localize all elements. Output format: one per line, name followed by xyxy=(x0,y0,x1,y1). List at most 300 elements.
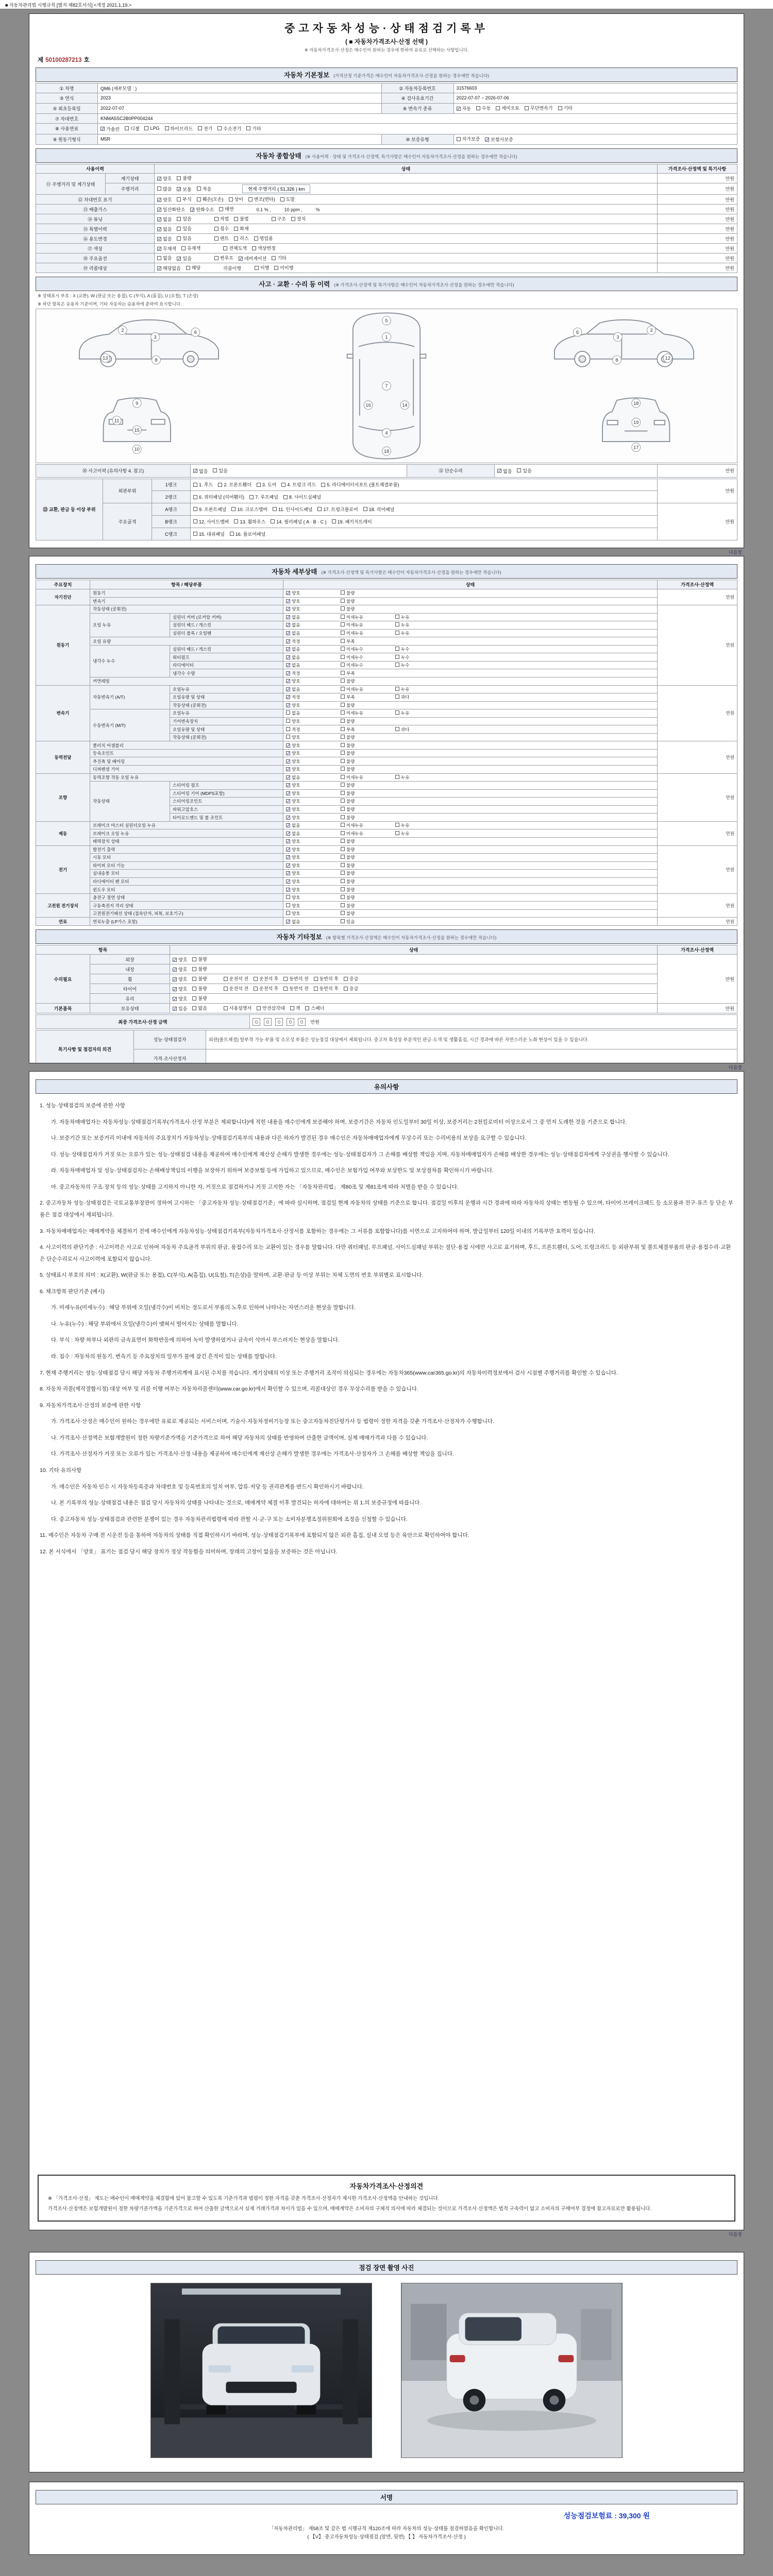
checkbox-unchecked[interactable] xyxy=(341,646,395,652)
checkbox-checked[interactable] xyxy=(286,598,341,604)
checkbox-unchecked[interactable] xyxy=(257,1005,284,1011)
checkbox-box: ✓ xyxy=(158,265,162,271)
checkbox-label: 수동 xyxy=(481,106,491,111)
checkbox-checked[interactable] xyxy=(286,686,341,692)
checkbox-unchecked[interactable] xyxy=(192,956,207,962)
checkbox-label: 동반석 전 xyxy=(289,986,309,991)
detail-row xyxy=(36,589,737,598)
notice-paragraph: 마. 중고자동차의 구조·장치 등의 성능·상태를 고지하지 아니한 자, 거짓으로 점검하거나 거짓 고지한 자는 「자동차관리법」 제80조 및 제81조에 따라 처벌을 받을 수 있습니다. xyxy=(51,1183,459,1190)
checkbox-unchecked[interactable] xyxy=(283,975,308,982)
checkbox-label: 누유 xyxy=(401,774,410,780)
checkbox-unchecked[interactable] xyxy=(476,105,491,111)
checkbox-unchecked[interactable] xyxy=(558,105,573,111)
checkbox-checked[interactable] xyxy=(286,831,341,837)
checkbox-unchecked[interactable] xyxy=(341,887,395,893)
checkbox-unchecked[interactable] xyxy=(341,622,395,628)
checkbox-unchecked[interactable] xyxy=(341,766,395,772)
checkbox-unchecked[interactable] xyxy=(341,742,395,749)
car-side-left xyxy=(79,319,219,366)
checkbox-checked[interactable] xyxy=(177,255,191,262)
checkbox-box xyxy=(517,468,521,472)
checkbox-checked[interactable] xyxy=(286,622,341,628)
price-cell: 만원 xyxy=(658,205,737,214)
checkbox-checked[interactable] xyxy=(193,468,208,474)
checkbox-checked[interactable] xyxy=(286,774,341,781)
checkbox-label: 양호 xyxy=(292,911,300,917)
checkbox-unchecked[interactable] xyxy=(198,125,212,132)
checkbox-unchecked[interactable] xyxy=(192,975,207,982)
checkbox-label: 양호 xyxy=(292,790,300,796)
checkbox-unchecked[interactable] xyxy=(192,985,207,992)
checkbox-checked[interactable] xyxy=(286,815,341,821)
checkbox-unchecked[interactable] xyxy=(286,710,341,716)
rank-group: 외판부위 xyxy=(103,479,152,503)
checkbox-checked[interactable] xyxy=(286,766,341,772)
checkbox-checked[interactable] xyxy=(286,742,341,749)
checkbox-label: 이행 xyxy=(260,265,270,270)
checkbox-checked[interactable] xyxy=(286,846,341,853)
checkbox-unchecked[interactable] xyxy=(341,662,395,668)
checkbox-unchecked[interactable] xyxy=(234,225,248,232)
checkbox-unchecked[interactable] xyxy=(517,467,531,474)
checkbox-unchecked[interactable] xyxy=(252,245,276,251)
checkbox-unchecked[interactable] xyxy=(231,506,267,513)
checkbox-unchecked[interactable] xyxy=(254,235,273,242)
checkbox-unchecked[interactable] xyxy=(248,196,275,202)
checkbox-unchecked[interactable] xyxy=(224,1005,251,1011)
checkbox-unchecked[interactable] xyxy=(181,245,200,251)
checkbox-unchecked[interactable] xyxy=(395,646,450,652)
state-cell xyxy=(283,645,658,653)
checkbox-unchecked[interactable] xyxy=(395,686,450,692)
checkbox-unchecked[interactable] xyxy=(341,798,395,804)
checkbox-unchecked[interactable] xyxy=(341,862,395,869)
checkbox-unchecked[interactable] xyxy=(219,206,233,212)
checkbox-checked[interactable] xyxy=(286,606,341,612)
checkbox-unchecked[interactable] xyxy=(341,846,395,853)
checkbox-unchecked[interactable] xyxy=(193,494,244,500)
checkbox-unchecked[interactable] xyxy=(246,125,261,132)
checkbox-checked[interactable] xyxy=(286,702,341,708)
checkbox-box: ✓ xyxy=(287,855,291,860)
checkbox-unchecked[interactable] xyxy=(193,506,226,513)
checkbox-box xyxy=(192,996,196,1001)
checkbox-unchecked[interactable] xyxy=(341,726,395,733)
checkbox-unchecked[interactable] xyxy=(363,506,395,513)
checkbox-unchecked[interactable] xyxy=(165,125,193,132)
checkbox-unchecked[interactable] xyxy=(193,518,229,525)
checkbox-checked[interactable] xyxy=(239,255,266,262)
checkbox-checked[interactable] xyxy=(286,806,341,812)
checkbox-unchecked[interactable] xyxy=(213,467,227,474)
checkbox-unchecked[interactable] xyxy=(341,702,395,708)
checkbox-label: 변조(변타) xyxy=(254,197,275,202)
checkbox-unchecked[interactable] xyxy=(283,494,321,500)
field-label: ⑩ 보증유형 xyxy=(381,134,453,144)
item-name: 디퍼렌셜 기어 xyxy=(90,766,283,774)
state-cell xyxy=(283,870,658,878)
checkbox-unchecked[interactable] xyxy=(314,975,339,982)
checkbox-unchecked[interactable] xyxy=(272,215,286,222)
checkbox-checked[interactable] xyxy=(286,862,341,869)
checkbox-checked[interactable] xyxy=(100,126,120,132)
checkbox-label: 미이행 xyxy=(280,265,294,270)
checkbox-label: 있음 xyxy=(219,468,228,473)
checkbox-unchecked[interactable] xyxy=(341,838,395,844)
checkbox-checked[interactable] xyxy=(286,750,341,756)
check-group xyxy=(157,175,197,182)
checkbox-unchecked[interactable] xyxy=(177,196,191,202)
checkbox-checked[interactable] xyxy=(286,694,341,700)
checkbox-unchecked[interactable] xyxy=(283,985,308,992)
checkbox-unchecked[interactable] xyxy=(341,822,395,828)
checkbox-checked[interactable] xyxy=(286,614,341,620)
checkbox-checked[interactable] xyxy=(497,468,512,474)
checkbox-box xyxy=(341,694,345,699)
checkbox-unchecked[interactable] xyxy=(395,694,450,700)
checkbox-label: 없음 xyxy=(163,227,172,232)
checkbox-box xyxy=(341,687,345,691)
checkbox-checked[interactable] xyxy=(157,206,185,213)
checkbox-label: 불량 xyxy=(346,878,355,884)
checkbox-unchecked[interactable] xyxy=(280,196,295,202)
checkbox-checked[interactable] xyxy=(286,790,341,796)
checkbox-box xyxy=(197,197,201,201)
checkbox-unchecked[interactable] xyxy=(341,878,395,885)
checkbox-unchecked[interactable] xyxy=(341,790,395,796)
notice-paragraph: 다. 중고자동차 성능·상태점검과 관련한 분쟁이 있는 경우 자동차관리법령에 따라 관할 시·군·구 또는 소비자분쟁조정위원회에 조정을 신청할 수 있습니다. xyxy=(51,1516,408,1522)
checkbox-unchecked[interactable] xyxy=(341,815,395,821)
next-page-link[interactable]: 다음장 xyxy=(728,2232,742,2237)
checkbox-unchecked[interactable] xyxy=(249,494,278,500)
checkbox-checked[interactable] xyxy=(286,870,341,876)
checkbox-unchecked[interactable] xyxy=(234,215,248,222)
checkbox-checked[interactable] xyxy=(190,206,214,213)
checkbox-checked[interactable] xyxy=(173,966,187,973)
state-cell xyxy=(283,757,658,766)
checkbox-label: 운전석 후 xyxy=(259,976,279,981)
checkbox-unchecked[interactable] xyxy=(286,910,341,917)
checkbox-unchecked[interactable] xyxy=(157,255,172,261)
checkbox-unchecked[interactable] xyxy=(395,726,450,733)
checkbox-unchecked[interactable] xyxy=(341,894,395,901)
checkbox-unchecked[interactable] xyxy=(286,726,341,733)
basic-info-row xyxy=(36,93,737,103)
checkbox-box xyxy=(165,126,169,130)
checkbox-checked[interactable] xyxy=(286,646,341,652)
checkbox-box xyxy=(274,266,278,270)
checkbox-unchecked[interactable] xyxy=(317,506,358,513)
checkbox-unchecked[interactable] xyxy=(274,264,293,271)
checkbox-label: 디젤 xyxy=(130,126,140,131)
checkbox-checked[interactable] xyxy=(286,590,341,596)
checkbox-unchecked[interactable] xyxy=(341,654,395,660)
checkbox-unchecked[interactable] xyxy=(257,481,276,488)
checkbox-unchecked[interactable] xyxy=(272,255,286,261)
checkbox-checked[interactable] xyxy=(157,226,172,232)
checkbox-unchecked[interactable] xyxy=(193,481,213,488)
checkbox-label: 불량 xyxy=(346,719,355,724)
checkbox-unchecked[interactable] xyxy=(177,235,191,242)
checkbox-box xyxy=(341,791,345,795)
checkbox-unchecked[interactable] xyxy=(281,481,316,488)
state-cell xyxy=(155,214,658,224)
section-header-notices xyxy=(36,1079,737,1094)
checkbox-checked[interactable] xyxy=(286,838,341,844)
checkbox-unchecked[interactable] xyxy=(341,806,395,812)
checkbox-checked[interactable] xyxy=(173,986,187,992)
checkbox-checked[interactable] xyxy=(286,919,341,925)
state-cell xyxy=(283,861,658,870)
inspection-insurance-premium xyxy=(36,2504,737,2525)
checkbox-unchecked[interactable] xyxy=(192,965,207,972)
checkbox-unchecked[interactable] xyxy=(234,235,248,242)
svg-text:17: 17 xyxy=(633,444,639,450)
checkbox-unchecked[interactable] xyxy=(341,694,395,700)
checkbox-unchecked[interactable] xyxy=(395,822,450,828)
checkbox-unchecked[interactable] xyxy=(314,985,339,992)
checkbox-unchecked[interactable] xyxy=(321,481,399,488)
notice-paragraph: 나. 보증기간 또는 보증거리 이내에 자동차의 주요장치가 자동차성능·상태점검기록부의 내용과 다른 하자가 발견된 경우 매수인은 자동차매매업자에게 무상수리 또는 수리비용의 보상을 요구할 수 있습니다. xyxy=(51,1135,527,1142)
checkbox-label: 무단변속기 xyxy=(530,106,553,111)
price-cell: 만원 xyxy=(658,605,737,685)
checkbox-unchecked[interactable] xyxy=(341,870,395,876)
checkbox-unchecked[interactable] xyxy=(341,710,395,716)
svg-text:8: 8 xyxy=(615,357,618,363)
checkbox-checked[interactable] xyxy=(286,654,341,660)
checkbox-box xyxy=(286,710,290,715)
checkbox-unchecked[interactable] xyxy=(341,638,395,645)
checkbox-unchecked[interactable] xyxy=(341,614,395,620)
checkbox-checked[interactable] xyxy=(485,136,513,143)
price-cell: 만원 xyxy=(658,174,737,183)
checkbox-unchecked[interactable] xyxy=(395,662,450,668)
checkbox-checked[interactable] xyxy=(157,235,172,242)
checkbox-unchecked[interactable] xyxy=(254,985,278,992)
checkbox-unchecked[interactable] xyxy=(341,734,395,740)
checkbox-unchecked[interactable] xyxy=(286,894,341,901)
checkbox-checked[interactable] xyxy=(286,630,341,636)
checkbox-checked[interactable] xyxy=(286,670,341,676)
checkbox-unchecked[interactable] xyxy=(341,910,395,917)
checkbox-unchecked[interactable] xyxy=(341,678,395,684)
checkbox-checked[interactable] xyxy=(173,956,187,963)
next-page-link[interactable]: 다음장 xyxy=(728,1065,742,1070)
checkbox-unchecked[interactable] xyxy=(230,531,265,537)
checkbox-unchecked[interactable] xyxy=(125,125,139,132)
checkbox-unchecked[interactable] xyxy=(395,614,450,620)
checkbox-unchecked[interactable] xyxy=(341,590,395,596)
checkbox-unchecked[interactable] xyxy=(341,686,395,692)
subitem-name: 실린더 커버 (로커암 커버) xyxy=(170,613,283,621)
checkbox-checked[interactable] xyxy=(177,186,191,193)
checkbox-checked[interactable] xyxy=(286,798,341,804)
subitem-name: 실린더 블록 / 오일팬 xyxy=(170,629,283,637)
checkbox-box: ✓ xyxy=(158,246,162,251)
checkbox-unchecked[interactable] xyxy=(186,264,200,271)
state-cell xyxy=(283,773,658,782)
checkbox-box xyxy=(457,137,461,141)
next-page-link[interactable]: 다음장 xyxy=(728,550,742,555)
checkbox-unchecked[interactable] xyxy=(395,654,450,660)
checkbox-unchecked[interactable] xyxy=(286,734,341,740)
checkbox-checked[interactable] xyxy=(173,1005,187,1012)
checkbox-unchecked[interactable] xyxy=(395,831,450,837)
checkbox-checked[interactable] xyxy=(286,678,341,684)
checkbox-unchecked[interactable] xyxy=(177,215,191,222)
overall-header-row xyxy=(36,164,737,174)
checkbox-unchecked[interactable] xyxy=(234,518,265,525)
checkbox-unchecked[interactable] xyxy=(255,264,269,271)
checkbox-box: ✓ xyxy=(287,590,291,596)
checkbox-unchecked[interactable] xyxy=(525,105,552,111)
checkbox-unchecked[interactable] xyxy=(214,255,233,261)
checkbox-unchecked[interactable] xyxy=(395,774,450,781)
checkbox-unchecked[interactable] xyxy=(214,215,229,222)
checkbox-unchecked[interactable] xyxy=(341,919,395,925)
checkbox-unchecked[interactable] xyxy=(229,196,243,202)
field-value: 2022-07-07 ~ 2026-07-06 xyxy=(453,93,737,103)
checkbox-box: ✓ xyxy=(287,742,291,748)
checkbox-unchecked[interactable] xyxy=(197,196,224,202)
checkbox-unchecked[interactable] xyxy=(177,225,191,232)
checkbox-box xyxy=(213,468,217,472)
checkbox-unchecked[interactable] xyxy=(341,854,395,860)
checkbox-checked[interactable] xyxy=(157,216,172,223)
checkbox-unchecked[interactable] xyxy=(223,245,247,251)
checkbox-unchecked[interactable] xyxy=(290,1005,300,1011)
checkbox-box xyxy=(395,727,399,731)
checkbox-unchecked[interactable] xyxy=(395,622,450,628)
checkbox-unchecked[interactable] xyxy=(157,185,172,192)
checkbox-unchecked[interactable] xyxy=(214,225,229,232)
checkbox-unchecked[interactable] xyxy=(341,630,395,636)
checkbox-unchecked[interactable] xyxy=(254,975,278,982)
state-cell xyxy=(283,589,658,598)
checkbox-label: 불량 xyxy=(346,815,355,820)
checkbox-box xyxy=(341,622,345,626)
checkbox-box xyxy=(214,256,219,260)
checkbox-unchecked[interactable] xyxy=(192,1005,207,1011)
checkbox-checked[interactable] xyxy=(173,976,187,982)
checkbox-label: 양호 xyxy=(292,783,300,788)
checkbox-unchecked[interactable] xyxy=(291,215,306,222)
checkbox-unchecked[interactable] xyxy=(341,718,395,724)
check-group xyxy=(157,206,239,213)
checkbox-checked[interactable] xyxy=(286,822,341,828)
checkbox-unchecked[interactable] xyxy=(341,750,395,756)
checkbox-box xyxy=(341,799,345,803)
checkbox-unchecked[interactable] xyxy=(286,718,341,724)
checkbox-unchecked[interactable] xyxy=(341,670,395,676)
other-item-name: 타이어 xyxy=(90,984,170,994)
checkbox-unchecked[interactable] xyxy=(224,975,248,982)
checkbox-label: 사용설명서 xyxy=(229,1006,252,1011)
checkbox-unchecked[interactable] xyxy=(344,975,358,982)
checkbox-unchecked[interactable] xyxy=(193,531,225,537)
checkbox-unchecked[interactable] xyxy=(197,185,211,192)
checkbox-label: 15. 대쉬패널 xyxy=(199,531,225,537)
checkbox-unchecked[interactable] xyxy=(286,903,341,909)
checkbox-box: ✓ xyxy=(287,614,291,620)
checkbox-box: ✓ xyxy=(287,799,291,804)
checkbox-label: 화재 xyxy=(240,226,249,231)
checkbox-unchecked[interactable] xyxy=(217,125,241,132)
checkbox-unchecked[interactable] xyxy=(273,506,313,513)
checkbox-checked[interactable] xyxy=(286,638,341,645)
checkbox-unchecked[interactable] xyxy=(341,758,395,765)
checkbox-unchecked[interactable] xyxy=(341,903,395,909)
checkbox-label: 불량 xyxy=(198,986,207,991)
checkbox-box: ✓ xyxy=(485,137,490,142)
checkbox-box xyxy=(395,663,399,667)
checkbox-checked[interactable] xyxy=(286,854,341,860)
checkbox-checked[interactable] xyxy=(157,175,172,182)
checkbox-unchecked[interactable] xyxy=(341,774,395,781)
checkbox-unchecked[interactable] xyxy=(332,518,372,525)
checkbox-checked[interactable] xyxy=(286,758,341,765)
price-digit-box: 0 xyxy=(275,1018,283,1026)
checkbox-checked[interactable] xyxy=(286,887,341,893)
checkbox-label: 13. 휠하우스 xyxy=(240,519,266,524)
checkbox-unchecked[interactable] xyxy=(177,175,191,181)
subitem-name: 타이로드엔드 및 볼 조인트 xyxy=(170,814,283,822)
subitem-name: 오일유량 및 상태 xyxy=(170,693,283,702)
checkbox-box xyxy=(341,751,345,755)
checkbox-checked[interactable] xyxy=(457,105,471,112)
checkbox-box: ✓ xyxy=(287,598,291,604)
doc-no-suffix: 호 xyxy=(83,57,90,63)
checkbox-checked[interactable] xyxy=(157,245,176,252)
other-group-name: 수리필요 xyxy=(36,955,90,1004)
checkbox-label: 4. 트렁크 리드 xyxy=(287,482,316,488)
subitem-name: 냉각수 수량 xyxy=(170,669,283,677)
checkbox-label: 누수 xyxy=(401,654,410,660)
checkbox-unchecked[interactable] xyxy=(341,782,395,788)
checkbox-checked[interactable] xyxy=(286,662,341,668)
checkbox-checked[interactable] xyxy=(173,995,187,1002)
checkbox-checked[interactable] xyxy=(286,782,341,788)
checkbox-unchecked[interactable] xyxy=(224,985,248,992)
state-cell xyxy=(170,955,658,964)
checkbox-unchecked[interactable] xyxy=(305,1005,324,1011)
checkbox-box xyxy=(252,246,256,250)
checkbox-checked[interactable] xyxy=(286,878,341,885)
checkbox-unchecked[interactable] xyxy=(341,606,395,612)
checkbox-unchecked[interactable] xyxy=(457,135,480,142)
checkbox-unchecked[interactable] xyxy=(395,710,450,716)
checkbox-unchecked[interactable] xyxy=(341,598,395,604)
checkbox-unchecked[interactable] xyxy=(341,831,395,837)
checkbox-unchecked[interactable] xyxy=(214,235,229,242)
checkbox-label: 적정 xyxy=(292,726,300,732)
checkbox-unchecked[interactable] xyxy=(192,995,207,1002)
checkbox-label: 일산화탄소 xyxy=(163,207,186,212)
premium-label: 성능점검보험료 : xyxy=(563,2512,617,2520)
checkbox-label: 불법 xyxy=(240,216,249,222)
checkbox-unchecked[interactable] xyxy=(144,126,159,131)
checkbox-unchecked[interactable] xyxy=(496,105,519,111)
checkbox-unchecked[interactable] xyxy=(344,985,358,992)
checkbox-checked[interactable] xyxy=(157,196,172,203)
checkbox-unchecked[interactable] xyxy=(395,630,450,636)
checkbox-box xyxy=(248,197,253,201)
checkbox-checked[interactable] xyxy=(157,265,181,272)
checkbox-unchecked[interactable] xyxy=(218,481,251,488)
checkbox-unchecked[interactable] xyxy=(271,518,326,525)
state-cell xyxy=(283,597,658,605)
checkbox-box xyxy=(192,967,196,971)
